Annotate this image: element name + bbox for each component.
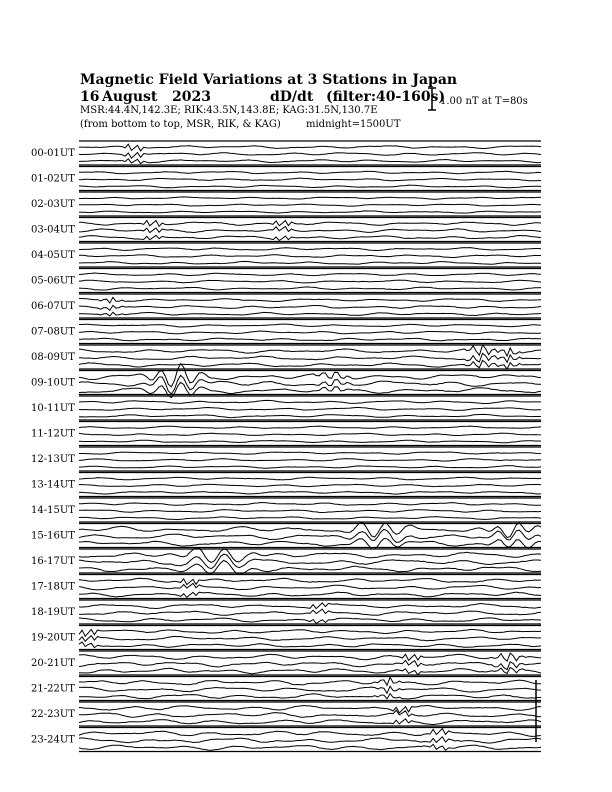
trace-msr — [79, 287, 541, 290]
hour-label: 18-19UT — [31, 607, 75, 618]
trace-msr — [79, 744, 541, 750]
chart-header — [80, 72, 457, 130]
trace-rik — [79, 484, 541, 486]
hour-row — [31, 218, 541, 242]
trace-rik — [79, 583, 541, 590]
hour-row — [31, 677, 541, 701]
hour-label: 15-16UT — [31, 530, 75, 542]
hour-label: 16-17UT — [31, 556, 75, 567]
hour-label: 07-08UT — [31, 326, 75, 338]
hour-label: 03-04UT — [31, 224, 75, 236]
hour-row — [31, 473, 541, 497]
trace-msr — [79, 642, 541, 648]
hour-row — [31, 192, 541, 216]
trace-kag — [79, 297, 541, 303]
midnight-note: midnight=1500UT — [306, 119, 401, 130]
trace-msr — [79, 235, 541, 240]
trace-msr — [79, 159, 541, 164]
trace-kag — [79, 503, 541, 506]
hour-label: 14-15UT — [31, 505, 75, 516]
trace-rik — [79, 227, 541, 233]
trace-rik — [79, 331, 541, 334]
hour-row — [31, 728, 541, 752]
trace-kag — [79, 144, 541, 151]
trace-msr — [79, 185, 541, 188]
trace-kag — [79, 706, 541, 713]
hour-row — [31, 422, 541, 446]
hour-label: 10-11UT — [31, 403, 75, 414]
hour-label: 08-09UT — [31, 352, 75, 363]
trace-msr — [79, 440, 541, 443]
trace-kag — [79, 197, 541, 199]
hourly-rows — [31, 141, 541, 752]
hour-row — [31, 498, 541, 522]
hour-row — [31, 345, 541, 369]
trace-msr — [79, 667, 541, 674]
trace-kag — [79, 324, 541, 327]
hour-row — [31, 396, 541, 420]
trace-rik — [79, 636, 541, 642]
hour-label: 12-13UT — [31, 454, 75, 465]
trace-msr — [79, 492, 541, 495]
scale-bar-label: 1.00 nT at T=80s — [440, 96, 528, 107]
hour-label: 01-02UT — [31, 173, 75, 185]
chart-title: Magnetic Field Variations at 3 Stations in Japan — [80, 72, 458, 88]
trace-kag — [79, 171, 541, 174]
hour-row — [31, 269, 541, 293]
hour-label: 11-12UT — [31, 428, 75, 440]
hour-label: 23-24UT — [31, 734, 75, 746]
filter-label: (filter:40-160s) — [326, 89, 446, 105]
trace-msr — [79, 338, 541, 341]
trace-msr — [79, 211, 541, 213]
trace-rik — [79, 686, 541, 693]
trace-rik — [79, 280, 541, 283]
trace-kag — [79, 364, 541, 387]
date-month: August — [102, 89, 158, 105]
trace-kag — [79, 477, 541, 480]
trace-kag — [79, 452, 541, 454]
trace-rik — [79, 459, 541, 462]
trace-msr — [79, 414, 541, 417]
trace-rik — [79, 609, 541, 615]
trace-kag — [79, 273, 541, 276]
trace-msr — [79, 719, 541, 725]
hour-label: 04-05UT — [31, 250, 75, 261]
trace-kag — [79, 578, 541, 584]
trace-msr — [79, 694, 541, 699]
hour-label: 09-10UT — [31, 377, 75, 389]
hour-row — [31, 523, 541, 549]
hour-label: 06-07UT — [31, 301, 75, 312]
quantity-label: dD/dt — [270, 89, 314, 105]
trace-msr — [79, 517, 541, 520]
trace-rik — [79, 353, 541, 362]
trace-kag — [79, 221, 541, 227]
hour-row — [31, 320, 541, 344]
trace-rik — [79, 510, 541, 513]
hour-label: 17-18UT — [31, 581, 75, 593]
hour-label: 20-21UT — [31, 658, 75, 669]
trace-kag — [79, 345, 541, 356]
trace-kag — [79, 653, 541, 661]
trace-msr — [79, 261, 541, 264]
trace-rik — [79, 305, 541, 310]
station-order-note: (from bottom to top, MSR, RIK, & KAG) — [80, 119, 281, 130]
hour-label: 02-03UT — [31, 199, 75, 210]
hour-label: 00-01UT — [31, 148, 75, 159]
hour-label: 21-22UT — [31, 683, 75, 695]
trace-kag — [79, 603, 541, 609]
trace-rik — [79, 255, 541, 258]
hour-label: 05-06UT — [31, 275, 75, 287]
trace-kag — [79, 729, 541, 737]
hour-row — [31, 575, 541, 599]
trace-msr — [79, 312, 541, 316]
hour-label: 22-23UT — [31, 709, 75, 720]
trace-rik — [79, 204, 541, 206]
hour-row — [31, 243, 541, 267]
trace-kag — [79, 630, 541, 637]
trace-kag — [79, 426, 541, 428]
hour-row — [31, 651, 541, 675]
trace-rik — [79, 153, 541, 159]
trace-kag — [79, 677, 541, 685]
hour-row — [31, 141, 541, 165]
trace-rik — [79, 554, 541, 568]
trace-msr — [79, 466, 541, 469]
hour-row — [31, 600, 541, 624]
trace-msr — [79, 360, 541, 369]
trace-rik — [79, 178, 541, 181]
trace-msr — [79, 618, 541, 624]
trace-rik — [79, 408, 541, 411]
trace-rik — [79, 433, 541, 435]
hour-row — [31, 548, 541, 575]
hour-label: 13-14UT — [31, 479, 75, 491]
date-day: 16 — [80, 89, 100, 105]
trace-msr — [79, 592, 541, 597]
hour-row — [31, 167, 541, 191]
trace-kag — [79, 400, 541, 403]
trace-kag — [79, 248, 541, 251]
trace-rik — [79, 737, 541, 743]
trace-rik — [79, 710, 541, 717]
hour-row — [31, 294, 541, 318]
hour-label: 19-20UT — [31, 632, 75, 644]
station-coordinates: MSR:44.4N,142.3E; RIK:43.5N,143.8E; KAG:31.5N,130.7E — [80, 105, 378, 116]
hour-row — [31, 702, 541, 726]
hour-row — [31, 447, 541, 471]
trace-rik — [79, 660, 541, 669]
hour-row — [31, 626, 541, 650]
date-year: 2023 — [172, 89, 211, 105]
